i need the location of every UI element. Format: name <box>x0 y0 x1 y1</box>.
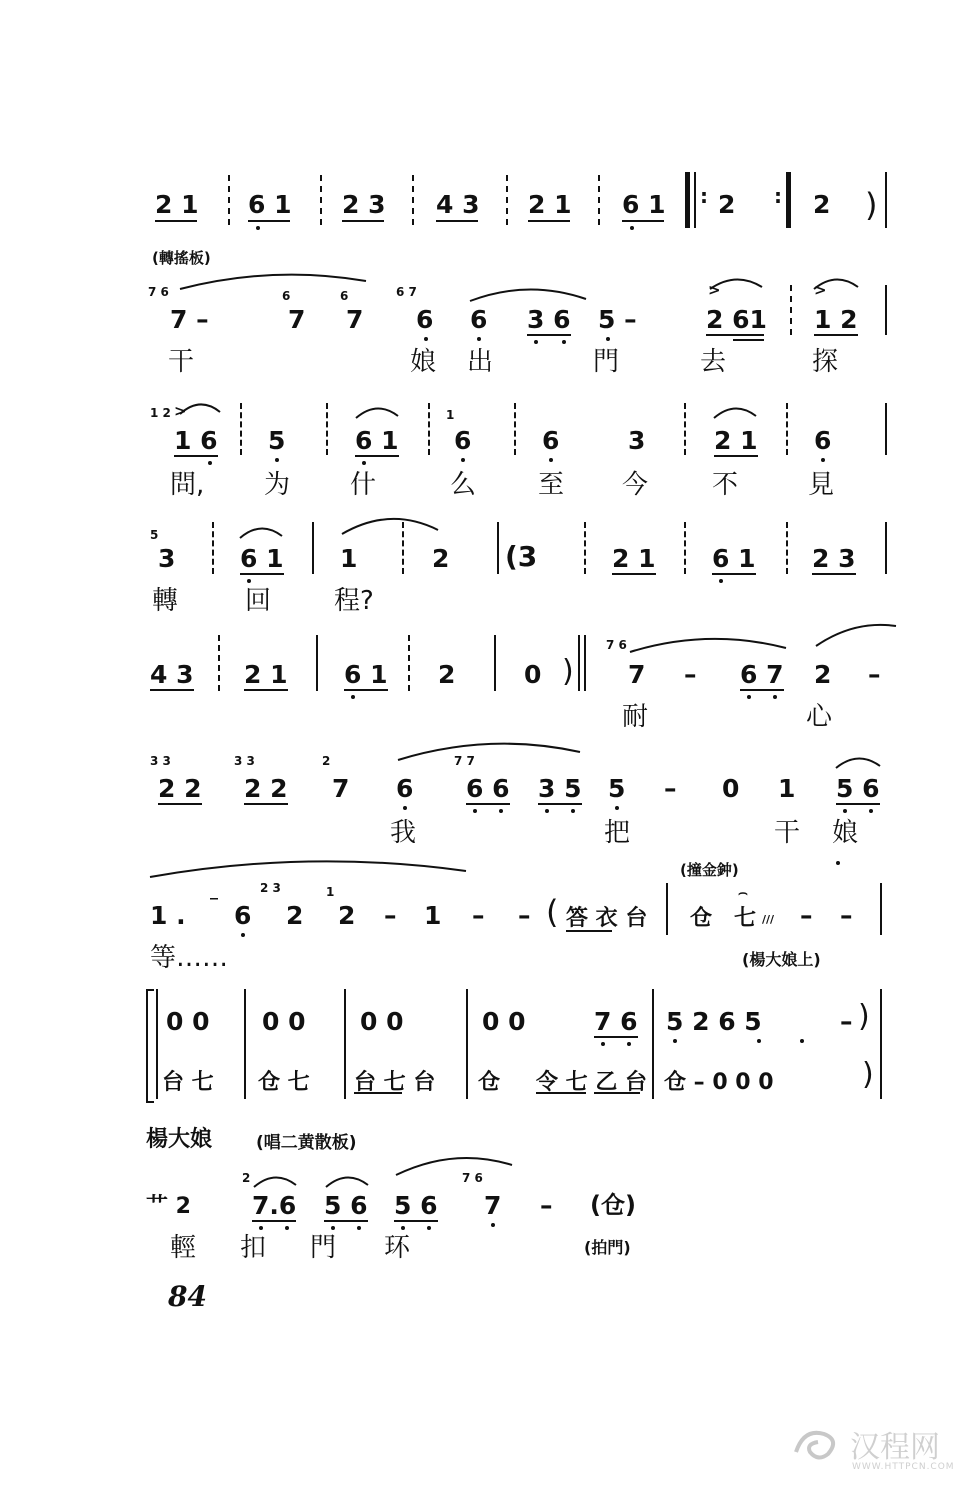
beam <box>174 455 218 457</box>
note-group: 5 6 <box>836 774 880 803</box>
low-dot <box>719 579 723 583</box>
lyric: 把 <box>604 818 631 848</box>
dash: – <box>840 901 853 930</box>
low-dot <box>800 1039 804 1043</box>
beam <box>344 689 388 691</box>
slur <box>324 1173 370 1189</box>
system-3 <box>0 398 974 498</box>
barline <box>494 635 496 691</box>
lyric: 至 <box>538 470 565 500</box>
barline <box>684 403 686 455</box>
system-8-score <box>0 985 974 1105</box>
low-dot <box>821 458 825 462</box>
barline <box>344 989 346 1099</box>
barline <box>497 522 499 574</box>
lyric: 环 <box>384 1233 411 1263</box>
tremolo-mark: /// <box>762 913 775 926</box>
lyric: 程? <box>334 586 374 616</box>
slur <box>708 275 764 291</box>
beam <box>740 689 784 691</box>
note: 6 <box>234 901 252 930</box>
percussion-cue: (仓) <box>590 1191 636 1219</box>
slur <box>252 1173 298 1189</box>
low-dot <box>256 226 260 230</box>
note-group: 6 1 <box>240 544 284 573</box>
note: 6 <box>470 305 488 334</box>
dash: – <box>540 1191 553 1220</box>
dash: – <box>664 774 677 803</box>
beam <box>612 573 656 575</box>
lyric: 干 <box>774 818 801 848</box>
slur <box>712 404 758 420</box>
barline <box>578 635 580 691</box>
note-group: 2 1 <box>714 426 758 455</box>
note-group: 2 3 <box>342 190 386 219</box>
note: 6 <box>416 305 434 334</box>
lyric: 門 <box>593 347 620 377</box>
grace-note: 3 3 <box>150 754 171 768</box>
grace-note: 3 3 <box>234 754 255 768</box>
note-group: 2 1 <box>155 190 199 219</box>
system-5 <box>0 630 974 730</box>
note-group: 0 0 <box>360 1007 404 1036</box>
low-dot <box>351 695 355 699</box>
beam <box>252 1220 296 1222</box>
close-paren: ) <box>865 186 878 224</box>
note-group: 2 1 <box>244 660 288 689</box>
lyric: 为 <box>264 470 291 500</box>
barline <box>786 522 788 574</box>
dash: – <box>868 660 881 689</box>
beam <box>814 334 858 336</box>
system-4 <box>0 512 974 616</box>
note: (3 <box>505 540 538 573</box>
low-dot <box>747 695 751 699</box>
lyric: 我 <box>390 818 417 848</box>
close-paren: ) <box>862 1057 874 1092</box>
beam <box>324 1220 368 1222</box>
repeat-barline <box>786 172 791 228</box>
low-dot <box>601 1042 605 1046</box>
grace-note: 6 <box>340 289 349 303</box>
beam <box>566 930 612 932</box>
note: 2 <box>814 660 832 689</box>
note: 1 <box>778 774 796 803</box>
note: 6 <box>542 426 560 455</box>
note-group: 2 1 <box>528 190 572 219</box>
beam <box>466 803 510 805</box>
note: 7 <box>484 1191 502 1220</box>
note-group: 1 2 <box>814 305 858 334</box>
note: 1 <box>424 901 442 930</box>
accent-mark: > <box>708 281 721 299</box>
grace-note: 7 6 <box>462 1171 483 1185</box>
barline <box>885 522 887 574</box>
tempo-instruction: (唱二黄散板) <box>256 1133 357 1153</box>
system-1 <box>0 170 974 230</box>
barline <box>598 175 600 225</box>
note: 0 <box>722 774 740 803</box>
barline <box>684 522 686 574</box>
beam <box>150 689 194 691</box>
low-dot <box>673 1039 677 1043</box>
beam <box>812 573 856 575</box>
note-group: 6 1 <box>622 190 666 219</box>
grace-note: 7 6 <box>148 285 169 299</box>
barline <box>885 172 887 228</box>
low-dot <box>403 806 407 810</box>
grace-note: 7 6 <box>606 638 627 652</box>
note-group: 2 2 <box>244 774 288 803</box>
percussion-syllables: 答 衣 台 <box>566 906 648 931</box>
note: 5 – <box>598 305 637 334</box>
lyric: 等…… <box>150 943 229 973</box>
close-paren: ) <box>562 654 574 689</box>
note-group: 0 0 <box>262 1007 306 1036</box>
lyric: 輕 <box>170 1233 197 1263</box>
slur <box>628 634 788 654</box>
lyric: 今 <box>622 470 649 500</box>
note: 5 <box>268 426 286 455</box>
tie-mark: ‾ <box>210 895 218 914</box>
note-group: 6 1 <box>248 190 292 219</box>
system-6 <box>0 740 974 850</box>
low-dot <box>630 226 634 230</box>
note-group: 3 5 <box>538 774 582 803</box>
barline <box>584 522 586 574</box>
low-dot <box>615 806 619 810</box>
note-group: 2 1 <box>612 544 656 573</box>
note: 0 <box>524 660 542 689</box>
percussion-group: 仓 – 0 0 0 <box>664 1070 774 1095</box>
barline <box>885 403 887 455</box>
grace-note: 7 7 <box>454 754 475 768</box>
beam <box>706 334 764 336</box>
system-2 <box>0 245 974 375</box>
percussion-group: 仓 七 <box>258 1070 310 1095</box>
low-dot <box>461 458 465 462</box>
slur <box>238 524 284 540</box>
beam <box>248 220 290 222</box>
note: 2 <box>338 901 356 930</box>
note: 7 <box>288 305 306 334</box>
note-group: 5 6 <box>324 1191 368 1220</box>
note: 7 <box>346 305 364 334</box>
note-group: 2 <box>718 190 736 219</box>
tempo-instruction: (轉搖板) <box>152 249 211 267</box>
lyric: 耐 <box>622 702 649 732</box>
low-dot <box>285 1226 289 1230</box>
barline <box>880 989 882 1099</box>
watermark-text: 汉程网 <box>850 1430 940 1465</box>
note: 5 <box>608 774 626 803</box>
beam <box>244 803 288 805</box>
note-group: 7.6 <box>252 1191 297 1220</box>
barline <box>312 522 314 574</box>
note: 3 <box>628 426 646 455</box>
stage-direction: (楊大娘上) <box>742 950 821 969</box>
slur <box>814 624 898 648</box>
dash: – <box>472 901 485 930</box>
barline <box>402 522 404 574</box>
score-bracket <box>146 989 154 1103</box>
grace-note: 1 <box>326 885 335 899</box>
lyric: 心 <box>806 702 833 732</box>
accent-mark: > <box>814 281 827 299</box>
note-group: 2 <box>813 190 831 219</box>
note: 2 <box>286 901 304 930</box>
lyric: 出 <box>467 347 494 377</box>
low-dot <box>357 1226 361 1230</box>
low-dot <box>562 340 566 344</box>
accent-mark: > <box>174 402 187 420</box>
slur <box>396 740 582 762</box>
note-group: 3 6 <box>527 305 571 334</box>
slur <box>148 857 468 879</box>
barline <box>652 989 654 1099</box>
note: 6 <box>396 774 414 803</box>
grace-note: 2 3 <box>260 881 281 895</box>
watermark-url: WWW.HTTPCN.COM <box>852 1462 955 1472</box>
close-paren: ) <box>858 999 870 1034</box>
system-9 <box>0 1118 974 1158</box>
note: 7 – <box>170 305 209 334</box>
lyric: 干 <box>168 347 195 377</box>
lyric: 門 <box>310 1233 337 1263</box>
low-dot <box>773 695 777 699</box>
lyric: 去 <box>700 347 727 377</box>
percussion-group: 令 七 乙 台 <box>536 1070 647 1095</box>
note-group: 5 6 <box>394 1191 438 1220</box>
note-group: 0 0 <box>166 1007 210 1036</box>
percussion-group: 仓 <box>478 1070 501 1095</box>
percussion-syllable: 仓 <box>690 906 713 931</box>
lyric: 扣 <box>240 1233 267 1263</box>
beam <box>527 334 571 336</box>
barline <box>428 403 430 455</box>
beam <box>354 1092 402 1094</box>
barline <box>228 175 230 225</box>
barline <box>244 989 246 1099</box>
page-number: 84 <box>168 1280 207 1313</box>
beam <box>394 1220 438 1222</box>
beam <box>355 455 399 457</box>
barline <box>584 635 586 691</box>
barline <box>514 403 516 455</box>
beam <box>244 689 288 691</box>
slur <box>468 283 588 303</box>
note-group: 4 3 <box>150 660 194 689</box>
grace-note: 5 <box>150 528 159 542</box>
dash: – <box>518 901 531 930</box>
dash: – <box>840 1007 853 1036</box>
swirl-logo-icon <box>790 1422 846 1466</box>
percussion-group: 台 七 台 <box>354 1070 436 1095</box>
character-name: 楊大娘 <box>146 1127 213 1152</box>
grace-note: 1 <box>446 408 455 422</box>
note: 1 . <box>150 901 186 930</box>
note: 3 <box>158 544 176 573</box>
dash: – <box>384 901 397 930</box>
note-group: 4 3 <box>436 190 480 219</box>
repeat-barline-thin <box>694 172 696 228</box>
beam <box>714 455 758 457</box>
repeat-barline <box>685 172 690 228</box>
note-group: 5 2 6 5 <box>666 1007 762 1036</box>
low-dot <box>275 458 279 462</box>
barline <box>326 403 328 455</box>
low-dot <box>534 340 538 344</box>
percussion-instruction: (撞金鈡) <box>680 861 739 879</box>
lyric: 轉 <box>152 586 179 616</box>
lyric: 見 <box>808 470 835 500</box>
barline <box>880 883 882 935</box>
low-dot <box>208 461 212 465</box>
beam <box>594 1036 638 1038</box>
fermata: ⌢ <box>738 883 748 901</box>
beam <box>836 803 880 805</box>
system-7 <box>0 855 974 975</box>
barline <box>885 285 887 335</box>
note: 7 <box>628 660 646 689</box>
low-dot <box>549 458 553 462</box>
note-group: 2 61 <box>706 305 767 334</box>
barline <box>790 285 792 335</box>
beam <box>712 573 756 575</box>
beam <box>538 803 582 805</box>
grace-note: 2 <box>242 1171 251 1185</box>
barline <box>786 403 788 455</box>
grace-note: 6 7 <box>396 285 417 299</box>
barline <box>240 403 242 455</box>
repeat-dots: : <box>774 184 782 208</box>
low-dot <box>499 809 503 813</box>
beam <box>733 339 764 341</box>
grace-note: 1 2 <box>150 406 171 420</box>
low-dot <box>473 809 477 813</box>
note-group: 7 6 <box>594 1007 638 1036</box>
note: 1 <box>340 544 358 573</box>
slur <box>178 400 222 416</box>
barline <box>666 883 668 935</box>
beam <box>594 1092 640 1094</box>
marker-dot <box>836 861 840 865</box>
system-10 <box>0 1165 974 1265</box>
note: 7 <box>332 774 350 803</box>
slur <box>834 754 882 770</box>
note: 2 <box>432 544 450 573</box>
barline <box>506 175 508 225</box>
barline <box>316 635 318 691</box>
watermark <box>790 1420 960 1480</box>
note: 2 <box>438 660 456 689</box>
lyric: 回 <box>245 586 272 616</box>
lyric: 什 <box>350 470 377 500</box>
low-dot <box>627 1042 631 1046</box>
note: 6 <box>454 426 472 455</box>
slur <box>178 271 368 291</box>
low-dot <box>491 1223 495 1227</box>
note-group: 6 7 <box>740 660 784 689</box>
slur <box>394 1155 514 1177</box>
barline <box>320 175 322 225</box>
note-group: 2 3 <box>812 544 856 573</box>
barline <box>408 635 410 691</box>
low-dot <box>869 809 873 813</box>
beam <box>155 220 197 222</box>
barline <box>212 522 214 574</box>
dash: – <box>684 660 697 689</box>
note-group: 6 6 <box>466 774 510 803</box>
barline <box>218 635 220 691</box>
grace-note: 6 <box>282 289 291 303</box>
note-group: 0 0 <box>482 1007 526 1036</box>
low-dot <box>757 1039 761 1043</box>
low-dot <box>571 809 575 813</box>
low-dot <box>545 809 549 813</box>
beam <box>528 220 570 222</box>
lyric: 問, <box>170 470 205 500</box>
note-group: 6 1 <box>355 426 399 455</box>
stage-direction: (拍門) <box>584 1238 631 1257</box>
beam <box>436 220 478 222</box>
barline <box>466 989 468 1099</box>
slur <box>340 514 440 536</box>
meter-mark: 艹 2 <box>146 1194 191 1219</box>
note: 6 <box>814 426 832 455</box>
lyric: 探 <box>812 347 839 377</box>
lyric: 娘 <box>832 818 859 848</box>
note-group: 1 6 <box>174 426 218 455</box>
beam <box>536 1092 586 1094</box>
note-group: 6 1 <box>344 660 388 689</box>
lyric: 不 <box>712 470 739 500</box>
repeat-dots: : <box>700 184 708 208</box>
note-group: 6 1 <box>712 544 756 573</box>
low-dot <box>427 1226 431 1230</box>
beam <box>240 573 284 575</box>
percussion-group: 台 七 <box>162 1070 214 1095</box>
barline <box>156 989 158 1099</box>
low-dot <box>241 933 245 937</box>
note-group: 2 2 <box>158 774 202 803</box>
percussion-syllable: 七 <box>734 906 757 931</box>
open-paren: ( <box>546 893 559 931</box>
slur <box>354 404 400 420</box>
slur <box>812 275 860 291</box>
beam <box>622 220 664 222</box>
lyric: 么 <box>450 470 477 500</box>
lyric: 娘 <box>410 347 437 377</box>
grace-note: 2 <box>322 754 331 768</box>
beam <box>158 803 202 805</box>
barline <box>412 175 414 225</box>
beam <box>342 220 384 222</box>
dash: – <box>800 901 813 930</box>
